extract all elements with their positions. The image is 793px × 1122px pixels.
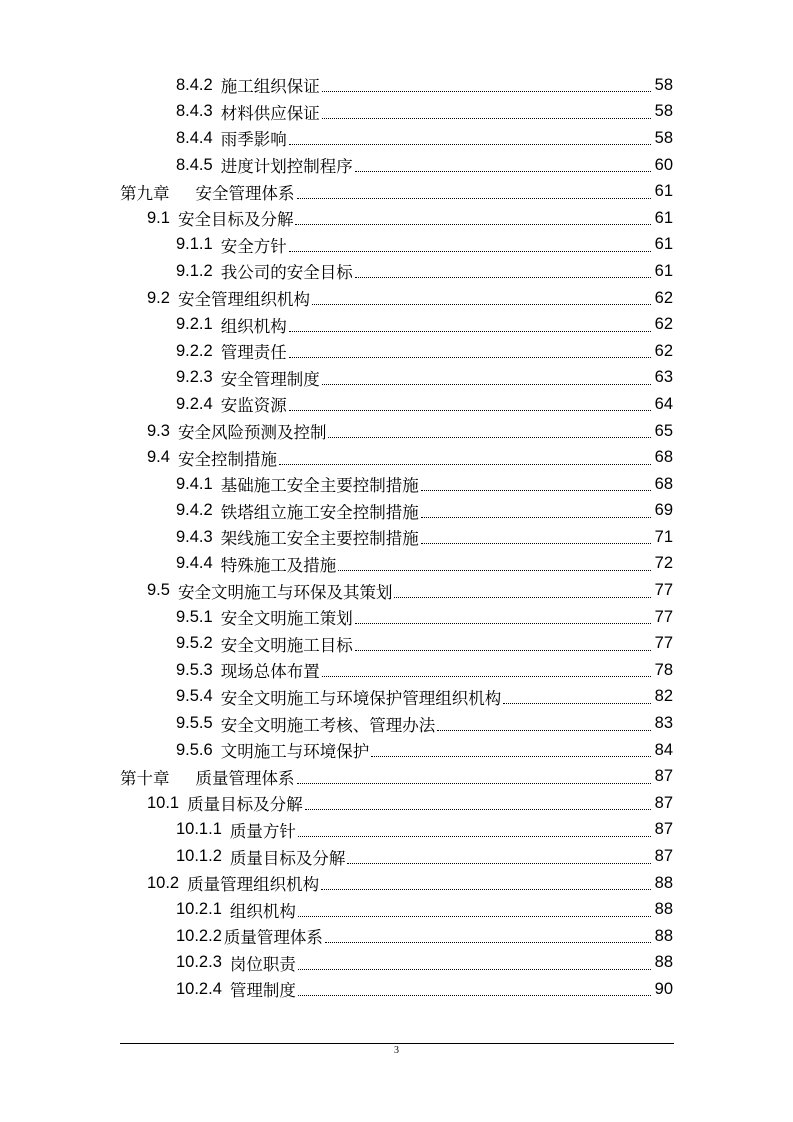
toc-entry-title: 岗位职责 bbox=[229, 955, 296, 974]
toc-entry-page: 61 bbox=[654, 208, 673, 227]
toc-entry[interactable] bbox=[0, 923, 793, 950]
toc-entry-page: 90 bbox=[654, 979, 673, 998]
toc-entry[interactable] bbox=[0, 790, 793, 817]
toc-entry[interactable] bbox=[0, 365, 793, 392]
toc-entry-number: 9.5.3 bbox=[176, 660, 213, 679]
toc-entry[interactable] bbox=[0, 338, 793, 365]
toc-entry-number: 第九章 bbox=[120, 184, 170, 203]
toc-entry[interactable] bbox=[0, 843, 793, 870]
toc-entry-title: 质量目标及分解 bbox=[229, 849, 346, 868]
toc-entry-title: 安全文明施工目标 bbox=[220, 636, 353, 655]
toc-entry-title: 质量方针 bbox=[229, 822, 296, 841]
toc-entry-page: 65 bbox=[654, 421, 673, 440]
toc-entry-number: 9.1 bbox=[147, 208, 170, 227]
toc-dot-leader bbox=[355, 170, 651, 172]
toc-entry-title: 基础施工安全主要控制措施 bbox=[220, 477, 419, 496]
toc-entry-number: 10.2.3 bbox=[176, 953, 222, 972]
toc-entry-page: 68 bbox=[654, 448, 673, 467]
toc-entry-title: 架线施工安全主要控制措施 bbox=[220, 530, 419, 549]
toc-dot-leader bbox=[289, 143, 651, 145]
toc-entry-page: 68 bbox=[654, 474, 673, 493]
toc-dot-leader bbox=[297, 197, 652, 199]
toc-dot-leader bbox=[298, 835, 651, 837]
toc-entry-page: 64 bbox=[654, 394, 673, 413]
toc-dot-leader bbox=[394, 596, 651, 598]
toc-dot-leader bbox=[321, 888, 651, 890]
toc-entry-page: 61 bbox=[654, 182, 673, 201]
toc-entry-page: 77 bbox=[654, 607, 673, 626]
toc-dot-leader bbox=[355, 622, 651, 624]
toc-entry[interactable] bbox=[0, 232, 793, 259]
toc-dot-leader bbox=[322, 90, 651, 92]
toc-dot-leader bbox=[312, 303, 651, 305]
toc-dot-leader bbox=[297, 782, 652, 784]
toc-entry-number: 10.2 bbox=[147, 873, 180, 892]
toc-dot-leader bbox=[371, 755, 651, 757]
toc-entry-page: 87 bbox=[654, 847, 673, 866]
toc-entry-page: 87 bbox=[654, 793, 673, 812]
toc-dot-leader bbox=[289, 250, 651, 252]
toc-entry[interactable] bbox=[0, 444, 793, 471]
toc-entry[interactable] bbox=[0, 817, 793, 844]
toc-entry[interactable] bbox=[0, 72, 793, 99]
toc-entry-title: 文明施工与环境保护 bbox=[220, 743, 370, 762]
toc-dot-leader bbox=[355, 276, 651, 278]
toc-dot-leader bbox=[347, 862, 651, 864]
toc-entry-number: 9.5.4 bbox=[176, 687, 213, 706]
toc-entry-page: 88 bbox=[654, 926, 673, 945]
footer-divider bbox=[120, 1043, 674, 1044]
toc-entry-page: 58 bbox=[654, 102, 673, 121]
toc-entry-page: 61 bbox=[654, 261, 673, 280]
toc-entry[interactable] bbox=[0, 125, 793, 152]
toc-entry-title: 质量目标及分解 bbox=[187, 796, 303, 815]
toc-entry-page: 87 bbox=[654, 767, 673, 786]
toc-entry-number: 9.4.4 bbox=[176, 554, 213, 573]
toc-entry-number: 10.2.1 bbox=[176, 900, 222, 919]
toc-entry-title: 安全目标及分解 bbox=[177, 211, 294, 230]
toc-entry-number: 9.2.1 bbox=[176, 315, 213, 334]
toc-entry[interactable] bbox=[0, 604, 793, 631]
toc-entry-title: 安监资源 bbox=[220, 397, 287, 416]
toc-dot-leader bbox=[355, 649, 651, 651]
toc-entry-page: 61 bbox=[654, 235, 673, 254]
toc-entry-title: 特殊施工及措施 bbox=[220, 556, 337, 575]
toc-entry[interactable] bbox=[0, 498, 793, 525]
toc-entry-number: 10.2.4 bbox=[176, 979, 222, 998]
toc-entry-page: 88 bbox=[654, 900, 673, 919]
toc-entry[interactable] bbox=[0, 710, 793, 737]
toc-entry-page: 77 bbox=[654, 581, 673, 600]
toc-entry[interactable] bbox=[0, 763, 793, 790]
toc-dot-leader bbox=[421, 542, 651, 544]
toc-dot-leader bbox=[305, 808, 651, 810]
toc-entry[interactable] bbox=[0, 630, 793, 657]
toc-entry-page: 88 bbox=[654, 873, 673, 892]
toc-entry-title: 安全风险预测及控制 bbox=[177, 424, 327, 443]
toc-entry-page: 77 bbox=[654, 634, 673, 653]
toc-entry-page: 63 bbox=[654, 368, 673, 387]
toc-dot-leader bbox=[437, 729, 651, 731]
toc-dot-leader bbox=[295, 223, 651, 225]
toc-entry[interactable] bbox=[0, 391, 793, 418]
toc-entry[interactable] bbox=[0, 311, 793, 338]
toc-entry-number: 9.5.1 bbox=[176, 607, 213, 626]
toc-dot-leader bbox=[298, 994, 651, 996]
toc-entry[interactable] bbox=[0, 471, 793, 498]
toc-dot-leader bbox=[503, 702, 651, 704]
toc-entry-page: 62 bbox=[654, 315, 673, 334]
toc-dot-leader bbox=[421, 516, 651, 518]
toc-entry-page: 72 bbox=[654, 554, 673, 573]
toc-entry-number: 9.4 bbox=[147, 448, 170, 467]
toc-entry-title: 管理制度 bbox=[229, 982, 296, 1001]
toc-entry-title: 管理责任 bbox=[220, 344, 287, 363]
toc-entry-page: 88 bbox=[654, 953, 673, 972]
toc-entry-number: 9.2.4 bbox=[176, 394, 213, 413]
toc-dot-leader bbox=[289, 330, 651, 332]
toc-entry[interactable] bbox=[0, 524, 793, 551]
toc-entry-number: 第十章 bbox=[120, 769, 170, 788]
toc-dot-leader bbox=[298, 968, 651, 970]
toc-entry-title: 进度计划控制程序 bbox=[220, 158, 353, 177]
toc-dot-leader bbox=[322, 675, 651, 677]
toc-entry-number: 9.5.2 bbox=[176, 634, 213, 653]
toc-entry-title: 组织机构 bbox=[220, 317, 287, 336]
toc-dot-leader bbox=[322, 117, 651, 119]
table-of-contents bbox=[0, 72, 793, 1003]
toc-entry-number: 9.4.3 bbox=[176, 527, 213, 546]
toc-dot-leader bbox=[421, 489, 651, 491]
toc-dot-leader bbox=[289, 409, 651, 411]
toc-entry[interactable] bbox=[0, 577, 793, 604]
toc-entry-page: 69 bbox=[654, 501, 673, 520]
toc-entry[interactable] bbox=[0, 418, 793, 445]
toc-entry-page: 78 bbox=[654, 660, 673, 679]
toc-entry-number: 10.1.1 bbox=[176, 820, 222, 839]
toc-entry[interactable] bbox=[0, 258, 793, 285]
toc-entry-number: 8.4.5 bbox=[176, 155, 213, 174]
toc-entry-number: 9.2 bbox=[147, 288, 170, 307]
toc-dot-leader bbox=[322, 383, 651, 385]
toc-entry-title: 安全控制措施 bbox=[177, 450, 277, 469]
toc-entry-number: 9.3 bbox=[147, 421, 170, 440]
toc-entry[interactable] bbox=[0, 551, 793, 578]
toc-entry-number: 9.4.2 bbox=[176, 501, 213, 520]
toc-entry-title: 安全管理制度 bbox=[220, 370, 320, 389]
toc-entry-number: 9.1.1 bbox=[176, 235, 213, 254]
toc-dot-leader bbox=[338, 569, 651, 571]
toc-entry-title: 质量管理体系 bbox=[195, 769, 295, 788]
toc-entry[interactable] bbox=[0, 152, 793, 179]
toc-entry-number: 8.4.3 bbox=[176, 102, 213, 121]
toc-entry-title: 材料供应保证 bbox=[220, 104, 320, 123]
toc-dot-leader bbox=[328, 436, 651, 438]
toc-entry[interactable] bbox=[0, 870, 793, 897]
toc-entry-page: 58 bbox=[654, 75, 673, 94]
toc-dot-leader bbox=[289, 356, 651, 358]
toc-entry-title: 安全文明施工与环境保护管理组织机构 bbox=[220, 689, 502, 708]
toc-entry-title: 质量管理组织机构 bbox=[187, 876, 320, 895]
toc-entry-title: 安全文明施工与环保及其策划 bbox=[177, 583, 393, 602]
toc-entry-number: 9.5 bbox=[147, 581, 170, 600]
toc-entry[interactable] bbox=[0, 976, 793, 1003]
toc-entry-number: 9.5.6 bbox=[176, 740, 213, 759]
toc-entry-page: 83 bbox=[654, 714, 673, 733]
toc-entry[interactable] bbox=[0, 737, 793, 764]
toc-entry-page: 84 bbox=[654, 740, 673, 759]
toc-entry-number: 9.5.5 bbox=[176, 714, 213, 733]
toc-entry-number: 9.2.3 bbox=[176, 368, 213, 387]
toc-entry-page: 87 bbox=[654, 820, 673, 839]
toc-entry-number: 8.4.2 bbox=[176, 75, 213, 94]
toc-entry-title: 安全管理组织机构 bbox=[177, 291, 310, 310]
toc-entry-page: 71 bbox=[654, 527, 673, 546]
toc-entry-number: 10.2.2 bbox=[176, 926, 222, 945]
toc-entry-title: 安全管理体系 bbox=[195, 184, 295, 203]
toc-entry-number: 9.4.1 bbox=[176, 474, 213, 493]
toc-entry-number: 9.2.2 bbox=[176, 341, 213, 360]
toc-entry-title: 雨季影响 bbox=[220, 131, 287, 150]
toc-entry-title: 施工组织保证 bbox=[220, 78, 320, 97]
toc-entry-number: 10.1 bbox=[147, 793, 180, 812]
toc-entry-title: 现场总体布置 bbox=[220, 663, 320, 682]
toc-entry-number: 10.1.2 bbox=[176, 847, 222, 866]
toc-entry-title: 我公司的安全目标 bbox=[220, 264, 353, 283]
toc-entry-title: 安全文明施工策划 bbox=[220, 610, 353, 629]
toc-entry-page: 58 bbox=[654, 128, 673, 147]
toc-entry[interactable] bbox=[0, 657, 793, 684]
toc-dot-leader bbox=[298, 915, 651, 917]
toc-entry[interactable] bbox=[0, 684, 793, 711]
toc-entry-page: 82 bbox=[654, 687, 673, 706]
toc-entry[interactable] bbox=[0, 950, 793, 977]
toc-entry[interactable] bbox=[0, 205, 793, 232]
toc-entry-page: 62 bbox=[654, 341, 673, 360]
toc-dot-leader bbox=[325, 941, 651, 943]
toc-entry-number: 9.1.2 bbox=[176, 261, 213, 280]
toc-entry-page: 62 bbox=[654, 288, 673, 307]
toc-entry-title: 安全文明施工考核、管理办法 bbox=[220, 716, 436, 735]
toc-entry-title: 铁塔组立施工安全控制措施 bbox=[220, 503, 419, 522]
toc-dot-leader bbox=[279, 463, 651, 465]
toc-entry-title: 组织机构 bbox=[229, 902, 296, 921]
toc-entry[interactable] bbox=[0, 178, 793, 205]
toc-entry[interactable] bbox=[0, 99, 793, 126]
toc-entry-title: 安全方针 bbox=[220, 237, 287, 256]
toc-entry-number: 8.4.4 bbox=[176, 128, 213, 147]
toc-entry-page: 60 bbox=[654, 155, 673, 174]
toc-entry-title: 质量管理体系 bbox=[223, 929, 323, 948]
page-number: 3 bbox=[394, 1045, 399, 1056]
toc-entry[interactable] bbox=[0, 285, 793, 312]
toc-entry[interactable] bbox=[0, 896, 793, 923]
